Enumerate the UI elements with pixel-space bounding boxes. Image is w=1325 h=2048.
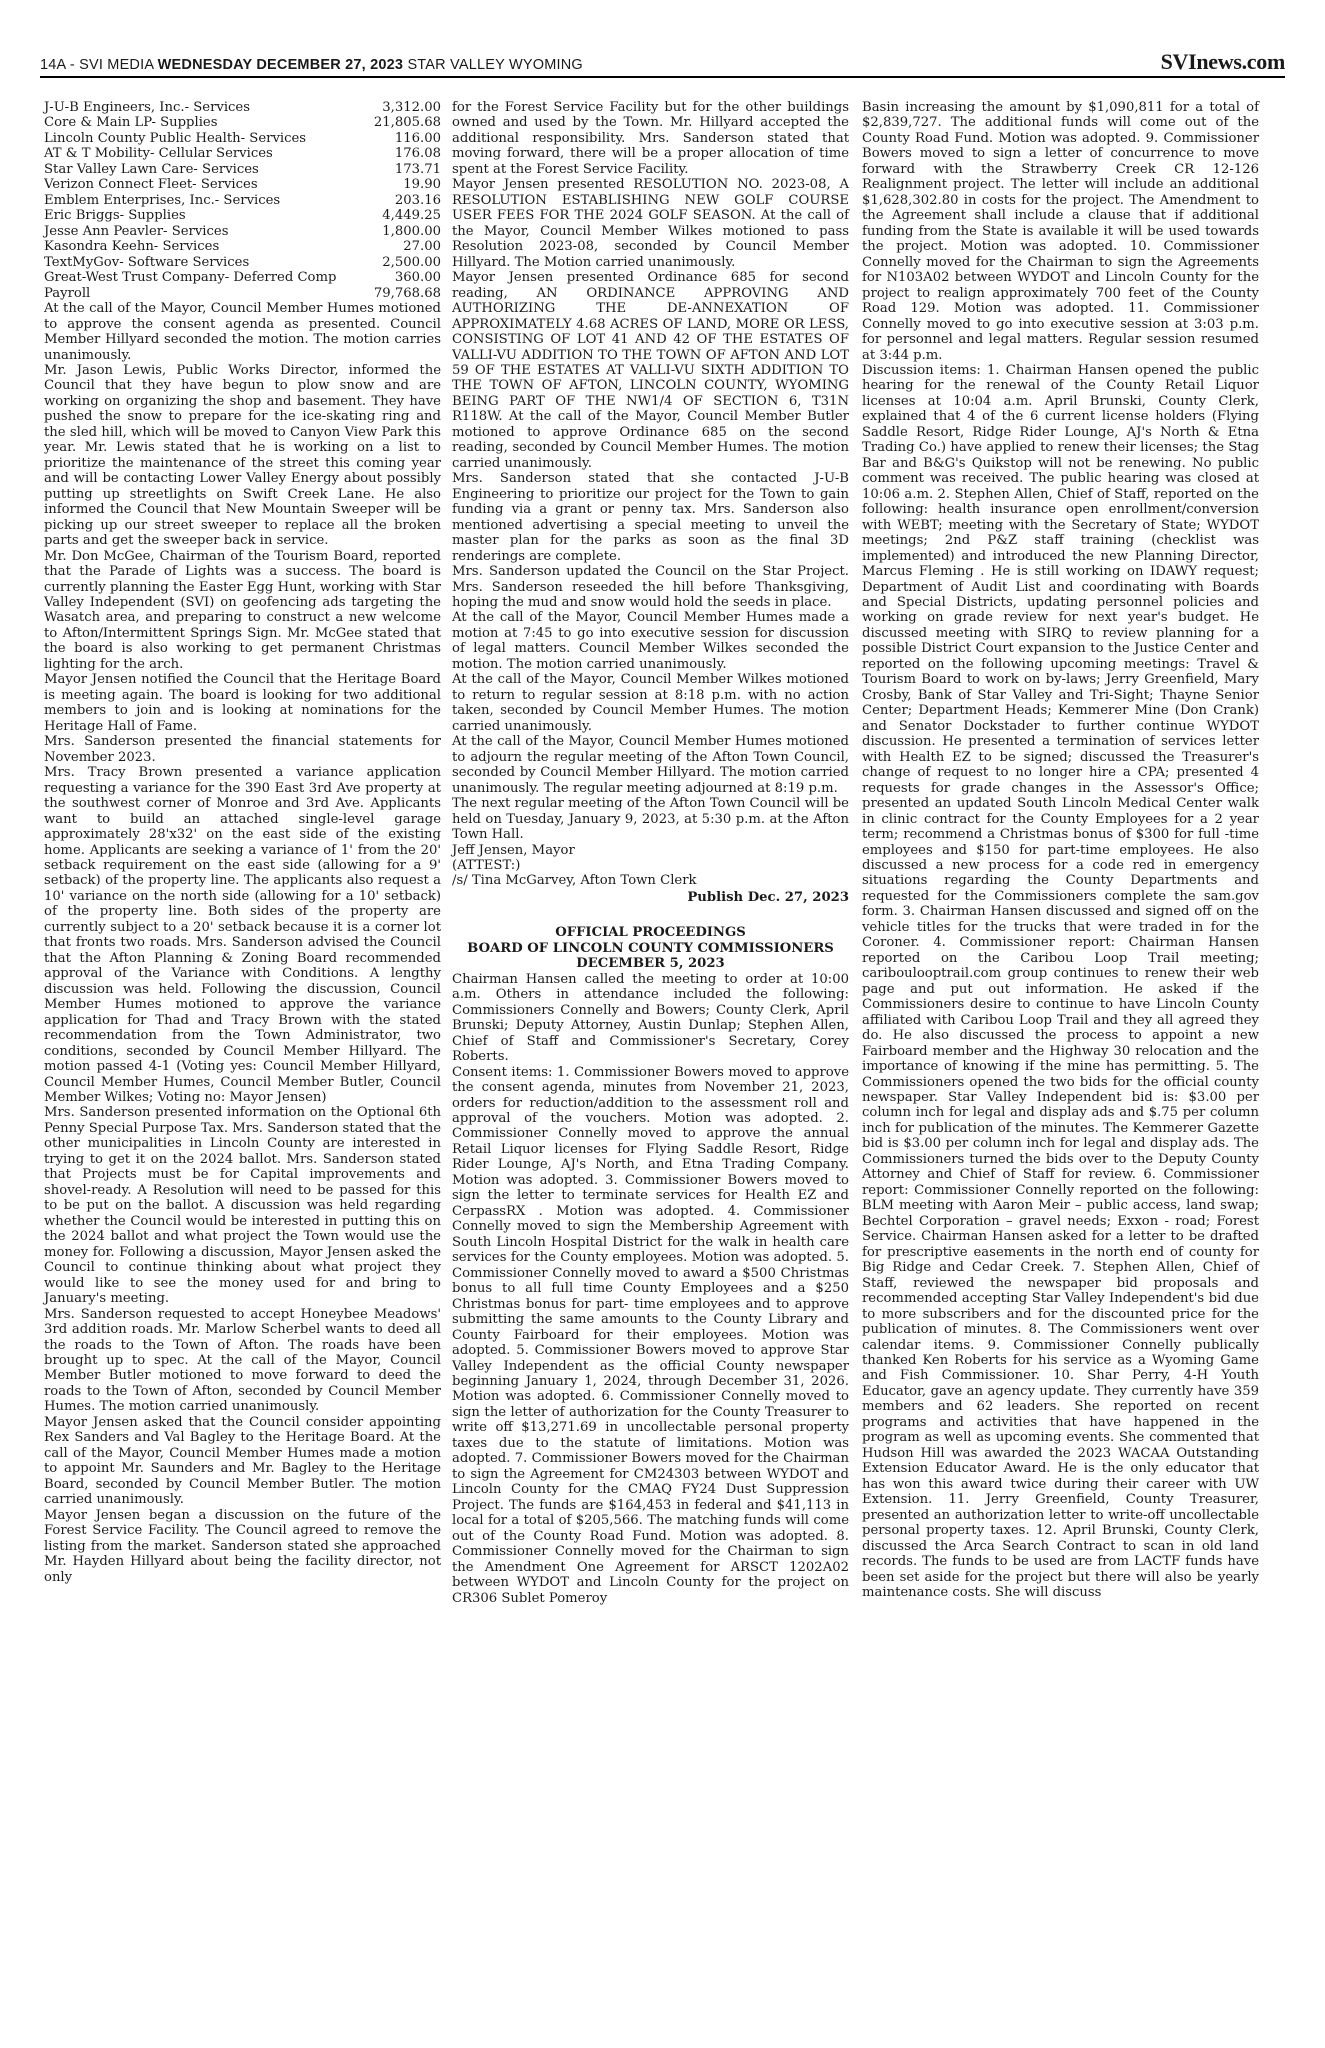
ledger-row [44, 270, 441, 285]
paragraph: Discussion items: 1. Chairman Hansen opened the public hearing for the renewal of the County Retail Liquor licenses at 10:04 a.m. April Brunski, County Clerk, explained that 4 of the 6 current license holders (Flying Saddle Resort, Ridge Rider Lounge, AJ's North & Etna Trading Co.) have applied to renew their licenses; the Stag Bar and B&G's Quikstop will not be renewing. No public comment was received. The public hearing was closed at 10:06 a.m. 2. Stephen Allen, Chief of Staff, reported on the following: health insurance open enrollment/conversion with WEBT; meeting with the Secretary of State; WYDOT meetings; 2nd P&Z staff training (checklist was implemented) and introduced the new Planning Director, Marcus Fleming . He is still working on IDAWY request; Department of Audit List and coordinating with Boards and Special Districts, updating personnel policies and working on grade review for next year's budget. He discussed meeting with SIRQ to review planning for a possible District Court expansion to the Justice Center and reported on the following upcoming meetings: Travel & Tourism Board to work on by-laws; Jerry Greenfield, Mary Crosby, Bank of Star Valley and Tri-Sight; Thayne Senior Center; Department Heads; Kemmerer Mine (Don Crank) and Senator Dockstader to further continue WYDOT discussion. He presented a termination of services letter with Health EZ to be signed; discussed the Treasurer's change of request to no longer hire a CPA; presented 4 requests for grade changes in the Assessor's Office; presented an updated South Lincoln Medical Center walk in clinic contract for the County Employees for a 2 year term; recommend a Christmas bonus of $300 for full -time employees and $150 for part-time employees. He also discussed a new process for a code red in emergency situations regarding the County Departments and requested for the Commissioners complete the sam.gov form. 3. Chairman Hansen discussed and signed off on the vehicle titles for the trucks that were traded in for the Coroner. 4. Commissioner report: Chairman Hansen reported on the Caribou Loop Trail meeting; cariboulooptrail.com group continues to renew their web page and put out information. He asked if the Commissioners desire to continue to have Lincoln County affiliated with Caribou Loop Trail and they all agreed they do. He also discussed the process to appoint a new Fairboard member and the Highway 30 relocation and the importance of knowing if the mine has permitting. 5. The Commissioners opened the two bids for the official county newspaper. Star Valley Independent bid is: $3.00 per column inch for legal and display ads and $.75 per column inch for publication of the minutes. The Kemmerer Gazette bid is $3.00 per column inch for legal and display ads. The Commissioners turned the bids over to the Deputy County Attorney and Chief of Staff for review. 6. Commissioner report: Commissioner Connelly reported on the following: BLM meeting with Aaron Meir – public access, land swap; Bechtel Corporation – gravel needs; Exxon - road; Forest Service. Chairman Hansen asked for a letter to be drafted for prescriptive easements in the north end of county for Big Ridge and Cedar Creek. 7. Stephen Allen, Chief of Staff, reviewed the newspaper bid proposals and recommended accepting Star Valley Independent's bid due to more subscribers and for the discounted price for the publication of minutes. 8. The Commissioners went over calendar items. 9. Commissioner Connelly publically thanked Ken Roberts for his service as a Wyoming Game and Fish Commissioner. 10. Shar Perry, 4-H Youth Educator, gave an agency update. They currently have 359 members and 62 leaders. She reported on recent programs and activities that have happened in the program as well as upcoming events. She commented that Hudson Hill was awarded the 2023 WACAA Outstanding Extension Educator Award. He is the only educator that has won this award twice during their career with UW Extension. 11. Jerry Greenfield, County Treasurer, presented an authorization letter to write-off uncollectable personal property taxes. 12. April Brunski, County Clerk, discussed the Arca Search Contract to scan in old land records. The funds to be used are from LACTF funds have been set aside for the project but there will also be yearly maintenance costs. She will discuss [862, 362, 1259, 1600]
ledger-item-amount: 176.08 [394, 146, 441, 162]
column-3 [862, 100, 1259, 1600]
section-label: 14A - SVI MEDIA [40, 57, 154, 73]
ledger-item-amount: 360.00 [394, 270, 441, 286]
ledger-item-amount: 173.71 [394, 161, 441, 177]
site-name[interactable]: SVInews.com [1160, 49, 1285, 74]
ledger-item-name: Lincoln County Public Health- Services [44, 130, 307, 146]
paragraph: At the call of the Mayor, Council Member Humes motioned to adjourn the regular meeting of the Afton Town Council, seconded by Council Member Hillyard. The motion carried unanimously. The regular meeting adjourned at 8:19 p.m. [452, 734, 849, 796]
paragraph: Mr. Jason Lewis, Public Works Director, informed the Council that they have begun to plow snow and are working on organizing the shop and basement. They have pushed the snow to prepare for the ice-skating ring and the sled hill, which will be moved to Canyon View Park this year. Mr. Lewis stated that he is working on a list to prioritize the maintenance of the street this coming year and will be contacting Lower Valley Energy about possibly putting up streetlights on Swift Creek Lane. He also informed the Council that New Mountain Sweeper will be picking up our street sweeper to replace all the broken parts and get the sweeper back in service. [44, 362, 441, 549]
ledger-row [44, 193, 441, 208]
ledger-item-amount: 19.90 [403, 177, 441, 193]
issue-date: WEDNESDAY DECEMBER 27, 2023 [157, 57, 404, 73]
heading-board: BOARD OF LINCOLN COUNTY COMMISSIONERS [467, 940, 834, 956]
paragraph: Mrs. Tracy Brown presented a variance application requesting a variance for the 390 East 3rd Ave property at the southwest corner of Monroe and 3rd Ave. Applicants want to build an attached single-level garage approximately 28'x32' on the east side of the existing home. Applicants are seeking a variance of 1' from the 20' setback requirement on the east side (allowing for a 9' setback) of the property line. The applicants also request a 10' variance on the north side (allowing for a 10' setback) of the property line. Both sides of the property are currently subject to a 20' setback because it is a corner lot that fronts two roads. Mrs. Sanderson advised the Council that the Afton Planning & Zoning Board recommended approval of the Variance with Conditions. A lengthy discussion was held. Following the discussion, Council Member Humes motioned to approve the variance application for Thad and Tracy Brown with the stated recommendation from the Town Administrator, two conditions, seconded by Council Member Hillyard. The motion passed 4-1 (Voting yes: Council Member Hillyard, Council Member Humes, Council Member Butler, Council Member Wilkes; Voting no: Mayor Jensen) [44, 765, 441, 1105]
ledger-item-amount: 4,449.25 [382, 208, 441, 224]
ledger-item-name: TextMyGov- Software Services [44, 254, 250, 270]
paragraph: Mayor Jensen presented Ordinance 685 for second reading, AN ORDINANCE APPROVING AND AUTHORIZING THE DE-ANNEXATION OF APPROXIMATELY 4.68 ACRES OF LAND, MORE OR LESS, CONSISTING OF LOT 41 AND 42 OF THE ESTATES OF VALLI-VU ADDITION TO THE TOWN OF AFTON AND LOT 59 OF THE ESTATES AT VALLI-VU SIXTH ADDITION TO THE TOWN OF AFTON, LINCOLN COUNTY, WYOMING BEING PART OF THE NW1/4 OF SECTION 6, T31N R118W. At the call of the Mayor, Council Member Butler motioned to approve Ordinance 685 on the second reading, seconded by Council Member Humes. The motion carried unanimously. [452, 270, 849, 471]
ledger-item-amount: 116.00 [394, 130, 441, 146]
ledger-row [44, 286, 441, 301]
section-spacer [452, 905, 849, 925]
ledger-item-amount: 2,500.00 [382, 254, 441, 270]
ledger-row [44, 131, 441, 146]
paragraph: for the Forest Service Facility but for the other buildings owned and used by the Town. Mr. Hillyard accepted the additional responsibility. Mrs. Sanderson stated that moving forward, there will be a proper allocation of time spent at the Forest Service Facility. [452, 100, 849, 177]
paragraph: Mayor Jensen notified the Council that the Heritage Board is meeting again. The board is looking for two additional members to join and is looking at nominations for the Heritage Hall of Fame. [44, 672, 441, 734]
ledger-item-amount: 1,800.00 [382, 223, 441, 239]
ledger-row [44, 224, 441, 239]
ledger-item-amount: 21,805.68 [373, 115, 441, 131]
ledger-item-name: Verizon Connect Fleet- Services [44, 177, 258, 193]
paragraph: At the call of the Mayor, Council Member Humes made a motion at 7:45 to go into executive session for discussion of legal matters. Council Member Wilkes seconded the motion. The motion carried unanimously. [452, 610, 849, 672]
heading-date: DECEMBER 5, 2023 [576, 956, 725, 972]
paragraph: Mayor Jensen asked that the Council consider appointing Rex Sanders and Val Bagley to the Heritage Board. At the call of the Mayor, Council Member Humes made a motion to appoint Mr. Saunders and Mr. Bagley to the Heritage Board, seconded by Council Member Butler. The motion carried unanimously. [44, 1414, 441, 1508]
paragraph: Jeff Jensen, Mayor [452, 842, 575, 858]
ledger-item-name: Eric Briggs- Supplies [44, 208, 186, 224]
ledger-item-name: Jesse Ann Peavler- Services [44, 223, 229, 239]
ledger-row [44, 255, 441, 270]
paragraph: Mrs. Sanderson presented the financial statements for November 2023. [44, 734, 441, 765]
paragraph: Mrs. Sanderson requested to accept Honeybee Meadows' 3rd addition roads. Mr. Marlow Scherbel wants to deed all the roads to the Town of Afton. The roads have been brought up to spec. At the call of the Mayor, Council Member Butler motioned to move forward to deed the roads to the Town of Afton, seconded by Council Member Humes. The motion carried unanimously. [44, 1306, 441, 1415]
ledger-item-name: Core & Main LP- Supplies [44, 115, 218, 131]
ledger-item-name: Payroll [44, 285, 91, 301]
column-2 [452, 100, 849, 1606]
publish-date: Publish Dec. 27, 2023 [687, 889, 849, 905]
ledger-row [44, 146, 441, 161]
paragraph: Mayor Jensen began a discussion on the future of the Forest Service Facility. The Council agreed to remove the listing from the market. Sanderson stated she approached Mr. Hayden Hillyard about being the facility director, not only [44, 1507, 441, 1585]
ledger-item-name: AT & T Mobility- Cellular Services [44, 146, 273, 162]
paragraph: Consent items: 1. Commissioner Bowers moved to approve the consent agenda, minutes from November 21, 2023, orders for reduction/addition to the assessment roll and approval of the vouchers. Motion was adopted. 2. Commissioner Connelly moved to approve the annual Retail Liquor licenses for Flying Saddle Resort, Ridge Rider Lounge, AJ's North, and Etna Trading Company. Motion was adopted. 3. Commissioner Bowers moved to sign the letter to terminate services for Health EZ and CerpassRX . Motion was adopted. 4. Commissioner Connelly moved to sign the Membership Agreement with South Lincoln Hospital District for the walk in health care services for the County employees. Motion was adopted. 5. Commissioner Connelly moved to award a $500 Christmas bonus to all full time County Employees and a $250 Christmas bonus for part- time employees and to approve submitting the same amounts to the County Library and County Fairboard for their employees. Motion was adopted. 5. Commissioner Bowers moved to approve Star Valley Independent as the official County newspaper beginning January 1, 2024, through December 31, 2026. Motion was adopted. 6. Commissioner Connelly moved to sign the letter of authorization for the County Treasurer to write off $13,271.69 in uncollectable personal property taxes due to the statute of limitations. Motion was adopted. 7. Commissioner Bowers moved for the Chairman to sign the Agreement for CM24303 between WYDOT and Lincoln County for the CMAQ FY24 Dust Suppression Project. The funds are $164,453 in federal and $41,113 in local for a total of $205,566. The matching funds will come out of the County Road Fund. Motion was adopted. 8. Commissioner Connelly moved for the Chairman to sign the Amendment One Agreement for ARSCT 1202A02 between WYDOT and Lincoln County for the project on CR306 Sublet Pomeroy [452, 1064, 849, 1606]
heading-title: OFFICIAL PROCEEDINGS [555, 925, 746, 941]
ledger-item-name: Great-West Trust Company- Deferred Comp [44, 270, 337, 286]
ledger-row [44, 239, 441, 254]
ledger-item-amount: 79,768.68 [373, 285, 441, 301]
paragraph: (ATTEST:) [452, 857, 521, 873]
column-2-body [452, 100, 849, 889]
ledger-item-name: Star Valley Lawn Care- Services [44, 161, 259, 177]
paragraph: Chairman Hansen called the meeting to order at 10:00 a.m. Others in attendance included the following: Commissioners Connelly and Bowers; County Clerk, April Brunski; Deputy Attorney, Austin Dunlap; Stephen Allen, Chief of Staff and Commissioner's Secretary, Corey Roberts. [452, 971, 849, 1065]
paragraph: Mrs. Sanderson stated that she contacted J-U-B Engineering to prioritize our project for the Town to gain funding via a grant or penny tax. Mrs. Sanderson also mentioned advertising a special meeting to unveil the master plan for the parks as soon as the final 3D renderings are complete. [452, 471, 849, 564]
column-1-body [44, 301, 441, 1585]
column-1 [44, 100, 441, 1585]
ledger-item-amount: 3,312.00 [382, 100, 441, 115]
ledger-item-name: Emblem Enterprises, Inc.- Services [44, 192, 281, 208]
ledger-row [44, 177, 441, 192]
paragraph: Basin increasing the amount by $1,090,811 for a total of $2,839,727. The additional funds will come out of the County Road Fund. Motion was adopted. 9. Commissioner Bowers moved to sign a letter of concurrence to move forward with the Strawberry Creek CR 12-126 Realignment project. The letter will include an additional $1,628,302.80 in costs for the project. The Amendment to the Agreement shall include a clause that if additional funding from the State is available it will be used towards the project. Motion was adopted. 10. Commissioner Connelly moved for the Chairman to sign the Agreements for N103A02 between WYDOT and Lincoln County for the project to realign approximately 700 feet of the County Road 129. Motion was adopted. 11. Commissioner Connelly moved to go into executive session at 3:03 p.m. for personnel and legal matters. Regular session resumed at 3:44 p.m. [862, 100, 1259, 363]
paragraph: Mrs. Sanderson updated the Council on the Star Project. Mrs. Sanderson reseeded the hill before Thanksgiving, hoping the mud and snow would hold the seeds in place. [452, 564, 849, 610]
ledger-item-amount: 27.00 [403, 239, 441, 255]
ledger-row [44, 100, 441, 115]
ledger-row [44, 115, 441, 130]
paragraph: Mrs. Sanderson presented information on the Optional 6th Penny Special Purpose Tax. Mrs. Sanderson stated that the other municipalities in Lincoln County are interested in trying to get it on the 2024 ballot. Mrs. Sanderson stated that Projects must be for Capital improvements and shovel-ready. A Resolution will need to be passed for this to be put on the ballot. A discussion was held regarding whether the Council would be interested in putting this on the 2024 ballot and what project the Town would use the money for. Following a discussion, Mayor Jensen asked the Council to continue thinking about what project they would like to see the money used for and bring to January's meeting. [44, 1105, 441, 1307]
paragraph: Mr. Don McGee, Chairman of the Tourism Board, reported that the Parade of Lights was a success. The board is currently planning the Easter Egg Hunt, working with Star Valley Independent (SVI) on geofencing ads targeting the Wasatch area, and preparing to construct a new welcome to Afton/Intermittent Springs Sign. Mr. McGee stated that the board is also working to get permanent Christmas lighting for the arch. [44, 548, 441, 672]
masthead-dateline [40, 57, 583, 73]
proceedings-body [452, 972, 849, 1606]
ledger-item-name: Kasondra Keehn- Services [44, 239, 220, 255]
paragraph: /s/ Tina McGarvey, Afton Town Clerk [452, 873, 697, 889]
ledger-item-name: J-U-B Engineers, Inc.- Services [44, 100, 250, 115]
paragraph: At the call of the Mayor, Council Member Wilkes motioned to return to regular session at 8:18 p.m. with no action taken, seconded by Council Member Humes. The motion carried unanimously. [452, 672, 849, 734]
ledger-row [44, 208, 441, 223]
ledger-list [44, 100, 441, 301]
paragraph: The next regular meeting of the Afton Town Council will be held on Tuesday, January 9, 2023, at 5:30 p.m. at the Afton Town Hall. [452, 796, 849, 843]
column-3-body [862, 100, 1259, 1600]
paragraph: Mayor Jensen presented RESOLUTION NO. 2023-08, A RESOLUTION ESTABLISHING NEW GOLF COURSE USER FEES FOR THE 2024 GOLF SEASON. At the call of the Mayor, Council Member Wilkes motioned to pass Resolution 2023-08, seconded by Council Member Hillyard. The Motion carried unanimously. [452, 177, 849, 270]
masthead [40, 49, 1285, 78]
paragraph: At the call of the Mayor, Council Member Humes motioned to approve the consent agenda as presented. Council Member Hillyard seconded the motion. The motion carries unanimously. [44, 301, 441, 363]
ledger-item-amount: 203.16 [394, 192, 441, 208]
proceedings-heading [452, 925, 849, 971]
location-label: STAR VALLEY WYOMING [407, 57, 583, 73]
ledger-row [44, 162, 441, 177]
